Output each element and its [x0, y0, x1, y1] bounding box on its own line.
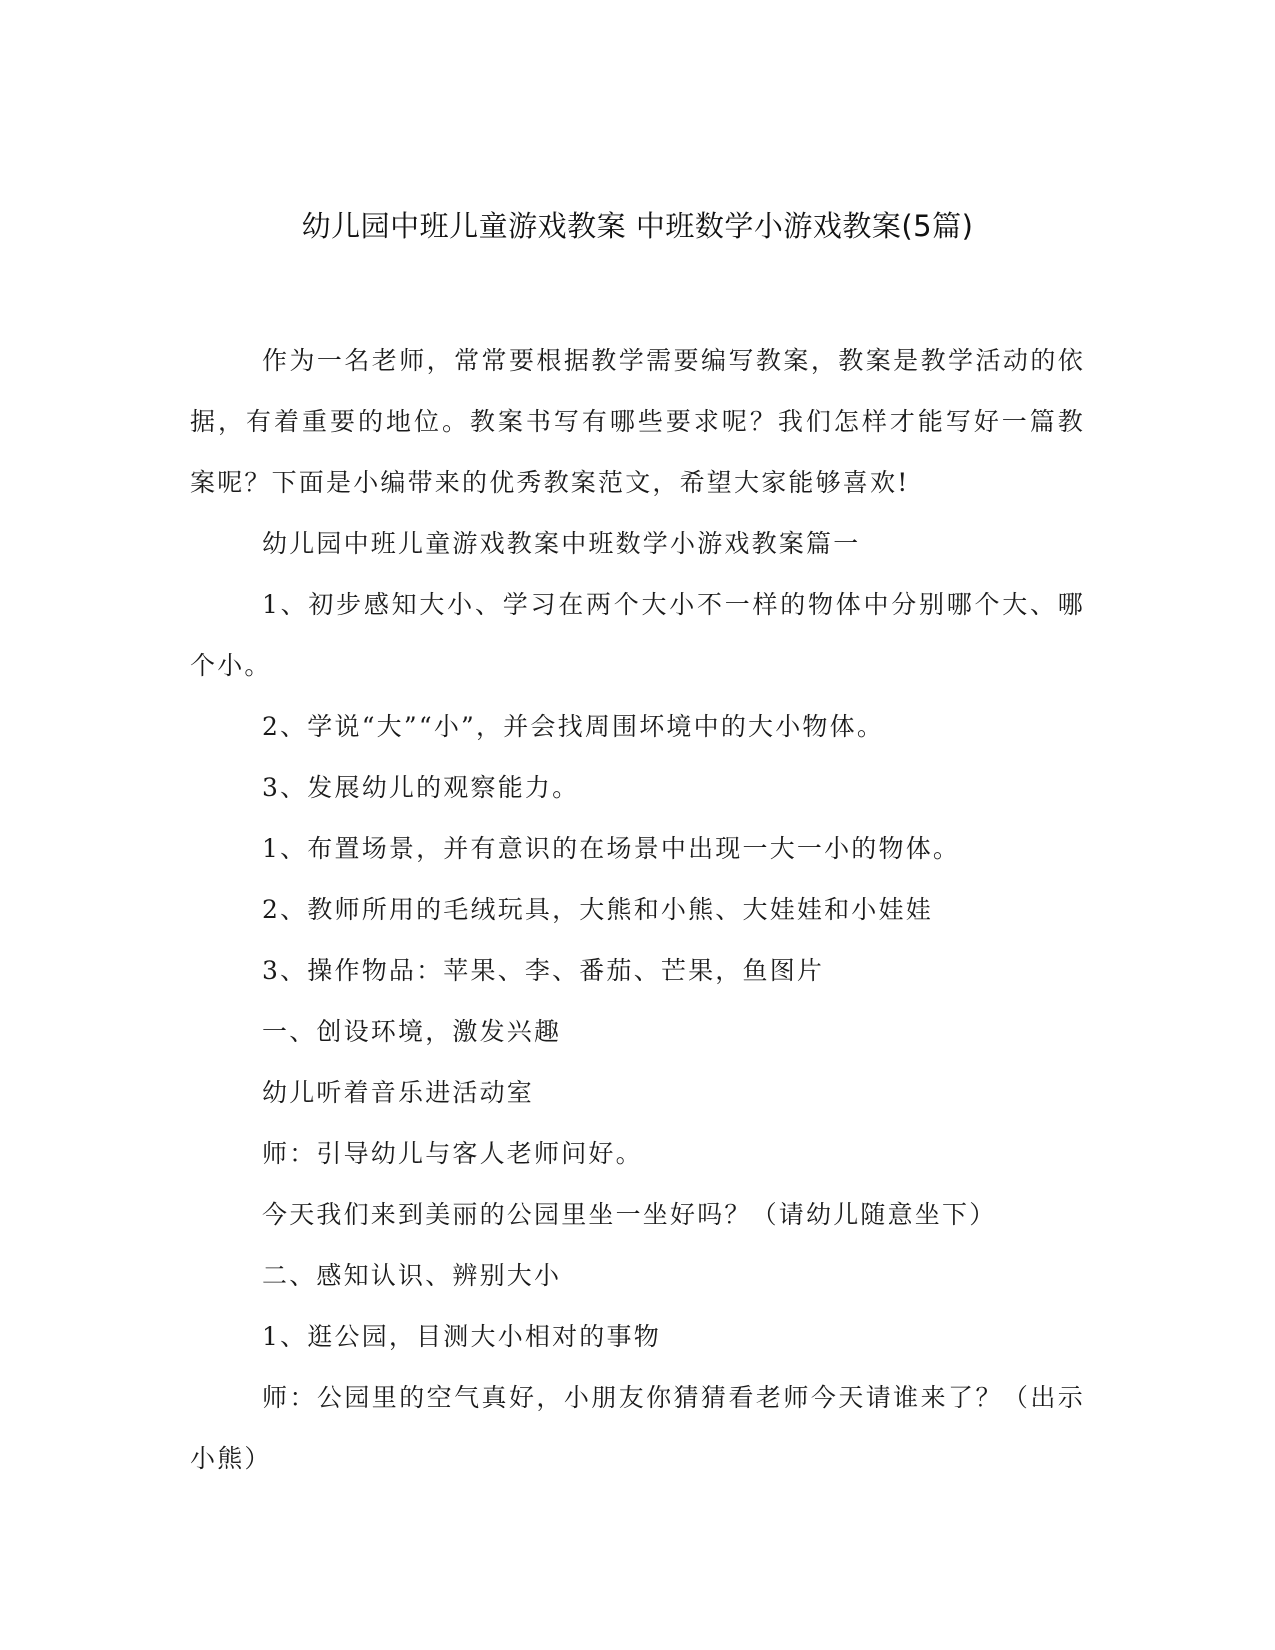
goal-item-2: 2、学说“大”“小”，并会找周围坏境中的大小物体。 — [262, 712, 885, 741]
goal-item-3: 3、发展幼儿的观察能力。 — [262, 773, 580, 802]
process-step-1: 一、创设环境，激发兴趣 — [262, 1017, 562, 1046]
body-line: 师：公园里的空气真好，小朋友你猜猜看老师今天请谁来了？（出示小熊） — [190, 1383, 1085, 1473]
process-step-2: 二、感知认识、辨别大小 — [262, 1261, 562, 1290]
intro-paragraph: 作为一名老师，常常要根据教学需要编写教案，教案是教学活动的依据，有着重要的地位。教案书写有哪些要求呢？我们怎样才能写好一篇教案呢？下面是小编带来的优秀教案范文，希望大家能够喜欢! — [190, 346, 1085, 497]
body-line: 1、逛公园，目测大小相对的事物 — [262, 1322, 661, 1351]
prep-item-1: 1、布置场景，并有意识的在场景中出现一大一小的物体。 — [262, 834, 961, 863]
section-heading: 幼儿园中班儿童游戏教案中班数学小游戏教案篇一 — [262, 529, 861, 558]
document-body — [190, 330, 1085, 1489]
body-line: 幼儿听着音乐进活动室 — [262, 1078, 535, 1107]
body-line: 师：引导幼儿与客人老师问好。 — [262, 1139, 643, 1168]
body-line: 今天我们来到美丽的公园里坐一坐好吗？（请幼儿随意坐下） — [262, 1200, 997, 1229]
document-title: 幼儿园中班儿童游戏教案 中班数学小游戏教案(5篇) — [301, 209, 974, 243]
prep-item-3: 3、操作物品：苹果、李、番茄、芒果，鱼图片 — [262, 956, 825, 985]
goal-item-1: 1、初步感知大小、学习在两个大小不一样的物体中分别哪个大、哪个小。 — [190, 590, 1085, 680]
prep-item-2: 2、教师所用的毛绒玩具，大熊和小熊、大娃娃和小娃娃 — [262, 895, 933, 924]
